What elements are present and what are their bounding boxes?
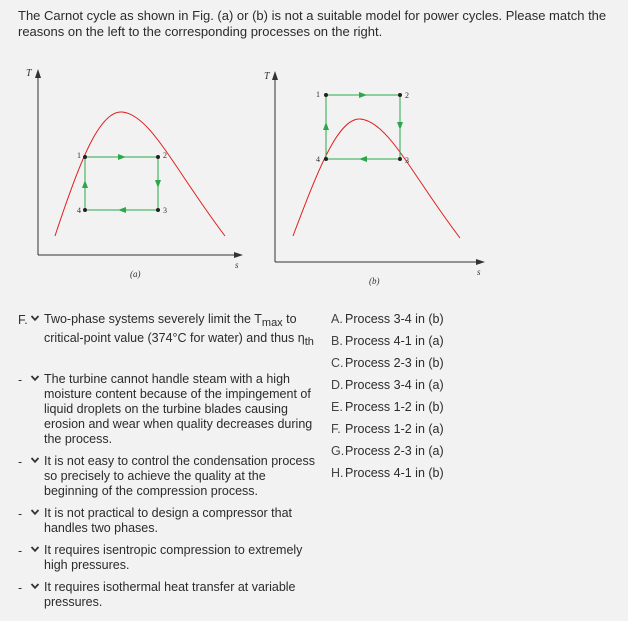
fig-b-pt-4: 4	[316, 155, 320, 164]
chevron-down-icon	[30, 581, 40, 591]
match-select[interactable]	[18, 373, 44, 388]
fig-a-pt-2: 2	[163, 151, 167, 160]
fig-a-pt-4: 4	[77, 206, 81, 215]
match-select[interactable]	[18, 313, 44, 328]
chevron-down-icon	[30, 544, 40, 554]
match-select[interactable]	[18, 507, 44, 522]
answer-option: F. Process 1-2 in (a)	[331, 422, 444, 436]
reason-row	[18, 543, 319, 573]
chevron-down-icon	[30, 313, 40, 323]
answer-option: A. Process 3-4 in (b)	[331, 312, 444, 326]
fig-b-y-label: T	[264, 71, 270, 82]
question-text: The Carnot cycle as shown in Fig. (a) or (b) is not a suitable model for power cycles. Please match the reasons on the left to the corresponding processes on the right.	[18, 8, 607, 39]
match-select[interactable]	[18, 581, 44, 596]
reason-text: It requires isentropic compression to extremely high pressures.	[44, 543, 303, 572]
match-select-value: F.	[18, 313, 28, 327]
reason-row	[18, 312, 319, 350]
match-select-value: -	[18, 507, 23, 521]
fig-b-pt-1: 1	[316, 90, 320, 99]
reason-text: It requires isothermal heat transfer at variable pressures.	[44, 580, 296, 609]
figure-b	[0, 0, 628, 300]
fig-b-pt-3: 3	[405, 156, 409, 165]
answer-option: D. Process 3-4 in (a)	[331, 378, 444, 392]
fig-a-pt-1: 1	[77, 151, 81, 160]
fig-a-x-label: s	[235, 260, 239, 270]
match-select-value: -	[18, 581, 23, 595]
reason-text: The turbine cannot handle steam with a high moisture content because of the impingement of liquid droplets on the turbine blades causing erosion and wear when quality decreases during the process.	[44, 372, 313, 446]
chevron-down-icon	[30, 373, 40, 383]
answer-option: E. Process 1-2 in (b)	[331, 400, 444, 414]
answer-option: H. Process 4-1 in (b)	[331, 466, 444, 480]
match-select[interactable]	[18, 455, 44, 470]
reason-row	[18, 506, 319, 536]
reason-row	[18, 454, 319, 499]
fig-a-pt-3: 3	[163, 206, 167, 215]
answer-option: B. Process 4-1 in (a)	[331, 334, 444, 348]
reason-text: It is not easy to control the condensation process so precisely to achieve the quality at the beginning of the compression process.	[44, 454, 315, 498]
reason-text: Two-phase systems severely limit the $T_{max}$ to critical-point value (374°C for water) and thus $\eta_{th}$	[44, 312, 314, 348]
fig-a-y-label: T	[26, 68, 32, 79]
fig-b-x-label: s	[477, 267, 481, 277]
match-select-value: -	[18, 544, 23, 558]
chevron-down-icon	[30, 455, 40, 465]
answers-list	[331, 312, 531, 488]
reason-row	[18, 372, 319, 447]
fig-b-dome	[293, 119, 460, 238]
match-select-value: -	[18, 455, 23, 469]
match-select-value: -	[18, 373, 23, 387]
match-select[interactable]	[18, 544, 44, 559]
answer-option: C. Process 2-3 in (b)	[331, 356, 444, 370]
fig-b-caption: (b)	[369, 276, 380, 286]
fig-a-caption: (a)	[130, 269, 141, 279]
answer-option: G. Process 2-3 in (a)	[331, 444, 444, 458]
fig-b-pt-2: 2	[405, 91, 409, 100]
chevron-down-icon	[30, 507, 40, 517]
reason-text: It is not practical to design a compressor that handles two phases.	[44, 506, 293, 535]
reason-row	[18, 580, 319, 610]
